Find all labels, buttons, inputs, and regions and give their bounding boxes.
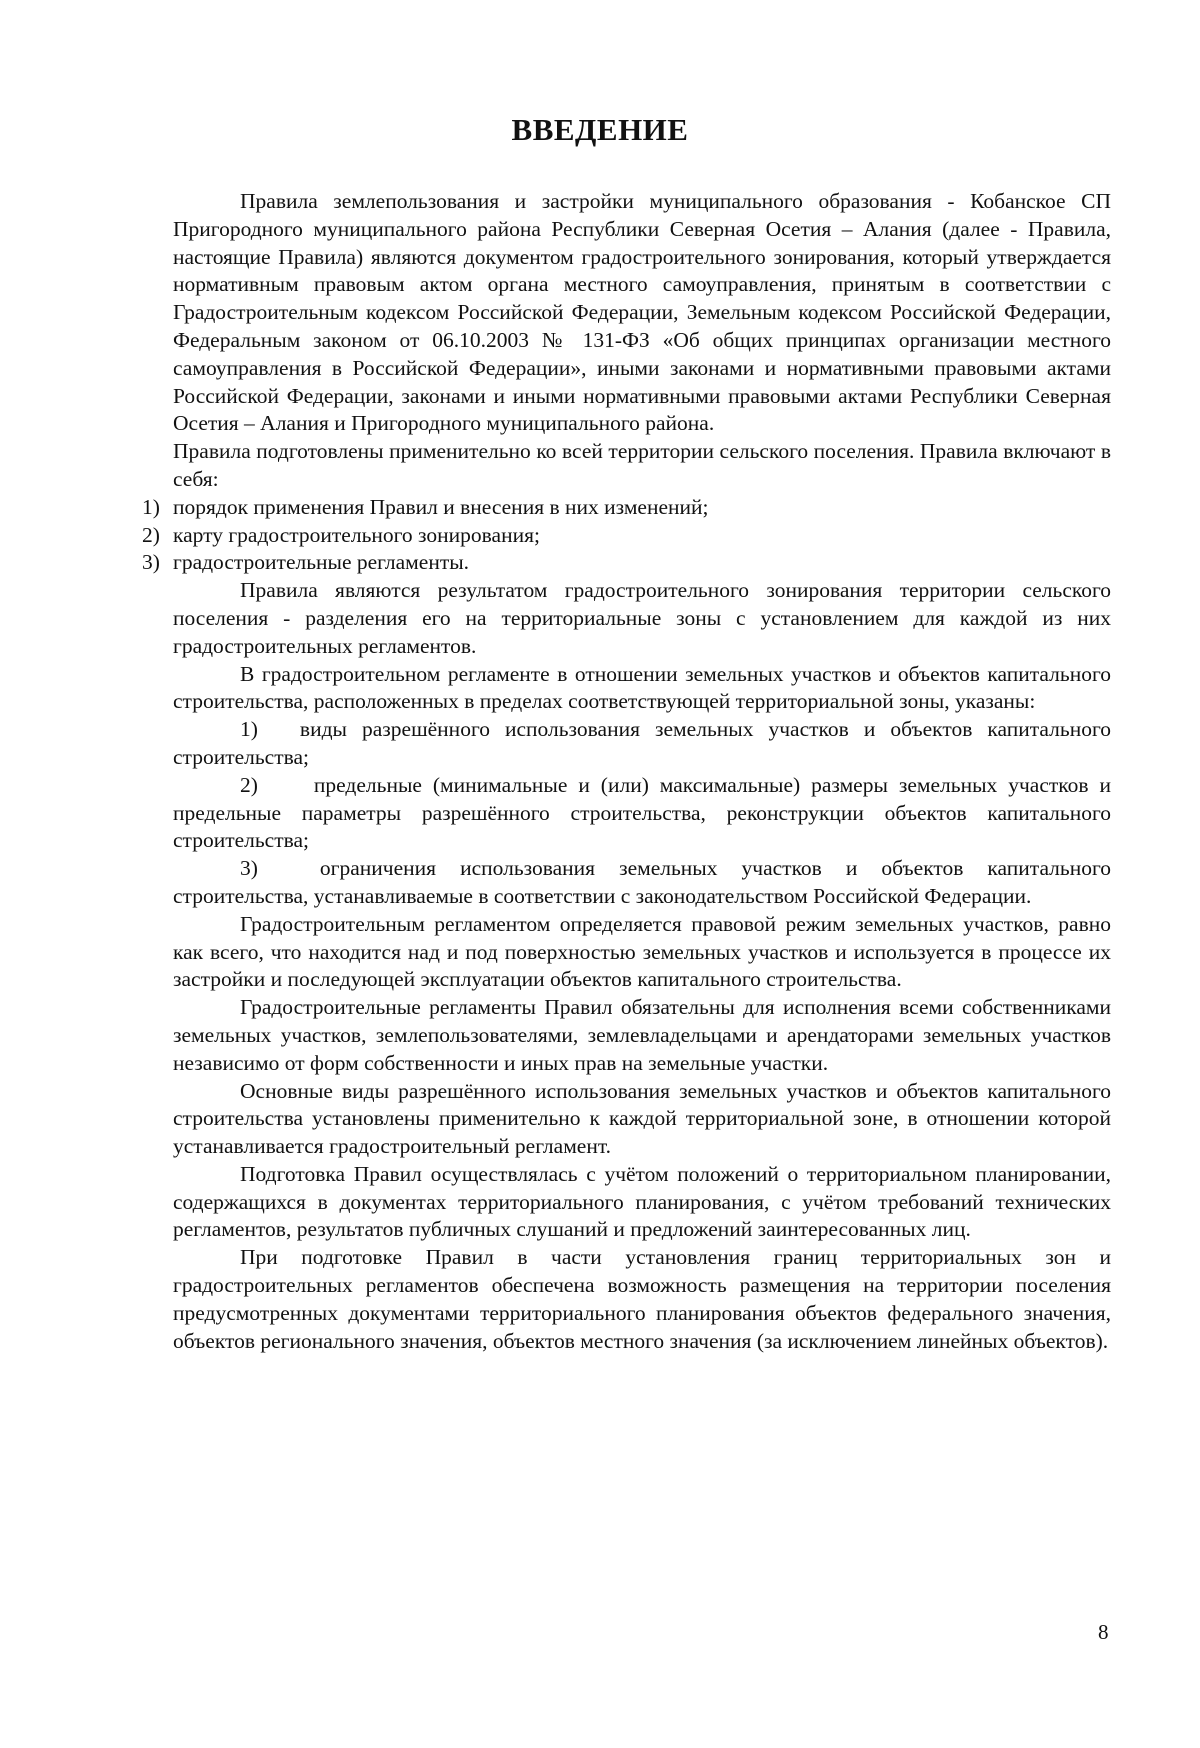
list-item-number: 3) — [142, 550, 160, 575]
list-item — [142, 549, 1111, 577]
indicated-item-number: 3) — [240, 856, 258, 881]
paragraph-boundaries: При подготовке Правил в части установления границ территориальных зон и градостроительных регламентов обеспечена возможность размещения на территории поселения предусмотренных документами территориального планирования объектов федерального значения, объектов регионального значения, объектов местного значения (за исключением линейных объектов). — [173, 1245, 1111, 1353]
list-item — [142, 494, 1111, 522]
paragraph-result: Правила являются результатом градостроительного зонирования территории сельского поселения - разделения его на территориальные зоны с установлением для каждой из них градостроительных регламентов. — [173, 578, 1111, 658]
indicated-item — [173, 855, 1111, 911]
indicated-item-number: 1) — [240, 717, 258, 742]
indicated-item — [173, 772, 1111, 855]
page-title: ВВЕДЕНИЕ — [511, 112, 689, 147]
page-number: 8 — [1098, 1620, 1109, 1644]
paragraph-includes: Правила подготовлены применительно ко всей территории сельского поселения. Правила включают в себя: — [173, 439, 1111, 491]
indicated-item — [173, 716, 1111, 772]
list-item-number: 2) — [142, 522, 160, 547]
includes-list — [142, 494, 1111, 577]
indicated-item-text: виды разрешённого использования земельных участков и объектов капитального строительства; — [173, 717, 1111, 769]
list-item-text: порядок применения Правил и внесения в них изменений; — [173, 494, 709, 519]
paragraph-mandatory: Градостроительные регламенты Правил обязательны для исполнения всеми собственниками земельных участков, землепользователями, землевладельцами и арендаторами земельных участков независимо от форм собственности и иных прав на земельные участки. — [173, 995, 1111, 1075]
paragraph-preparation: Подготовка Правил осуществлялась с учётом положений о территориальном планировании, содержащихся в документах территориального планирования, с учётом требований технических регламентов, результатов публичных слушаний и предложений заинтересованных лиц. — [173, 1161, 1111, 1242]
paragraph-legal-regime: Градостроительным регламентом определяется правовой режим земельных участков, равно как всего, что находится над и под поверхностью земельных участков и используется в процессе их застройки и последующей эксплуатации объектов капитального строительства. — [173, 911, 1111, 992]
list-item-text: градостроительные регламенты. — [173, 550, 470, 575]
indicated-item-text: предельные (минимальные и (или) максимальные) размеры земельных участков и предельные параметры разрешённого строительства, реконструкции объектов капитального строительства; — [173, 772, 1111, 853]
indicated-item-text: ограничения использования земельных участков и объектов капитального строительства, устанавливаемые в соответствии с законодательством Российской Федерации. — [173, 856, 1111, 908]
paragraph-intro: Правила землепользования и застройки муниципального образования - Кобанское СП Пригородного муниципального района Республики Северная Осетия – Алания (далее - Правила, настоящие Правила) являются документом градостроительного зонирования, который утверждается нормативным правовым актом органа местного самоуправления, принятым в соответствии с Градостроительным кодексом Российской Федерации, Земельным кодексом Российской Федерации, Федеральным законом от 06.10.2003 № 131-ФЗ «Об общих принципах организации местного самоуправления в Российской Федерации», иными законами и нормативными правовыми актами Российской Федерации, законами и иными нормативными правовыми актами Республики Северная Осетия – Алания и Пригородного муниципального района. — [173, 189, 1111, 436]
paragraph-regulation: В градостроительном регламенте в отношении земельных участков и объектов капитального строительства, расположенных в пределах соответствующей территориальной зоны, указаны: — [173, 661, 1111, 714]
list-item-text: карту градостроительного зонирования; — [173, 522, 540, 547]
list-item-number: 1) — [142, 494, 160, 519]
paragraph-main-types: Основные виды разрешённого использования земельных участков и объектов капитального строительства установлены применительно к каждой территориальной зоне, в отношении которой устанавливается градостроительный регламент. — [173, 1078, 1111, 1159]
document-body — [142, 188, 1111, 1355]
list-item — [142, 522, 1111, 550]
indicated-item-number: 2) — [240, 772, 258, 797]
